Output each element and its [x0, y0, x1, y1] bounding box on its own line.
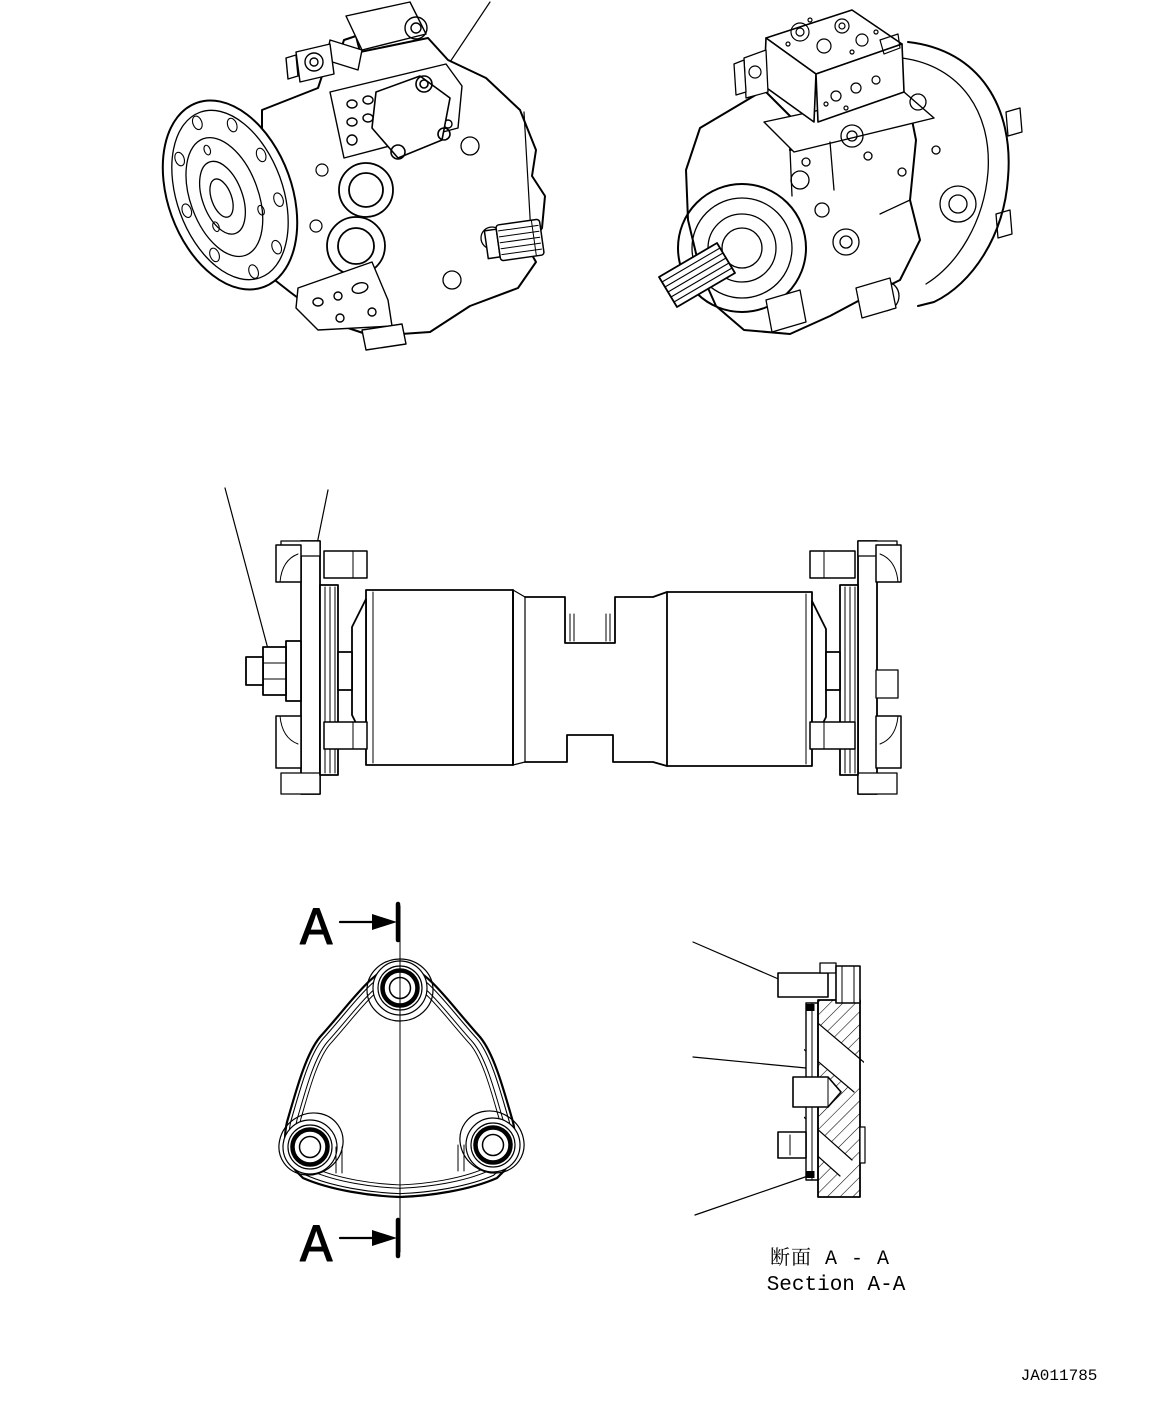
- right-flange-assembly: [810, 541, 901, 794]
- figure-pump-isometric-rear: [659, 10, 1022, 334]
- figure-coupling-side-view: [225, 488, 901, 794]
- top-bolt: [778, 963, 860, 1003]
- section-marker-letter: A: [300, 1217, 333, 1278]
- section-marker-letter: A: [300, 900, 333, 961]
- stub-shaft-nut: [246, 641, 301, 701]
- seal-ring: [807, 1004, 815, 1011]
- figure-pump-isometric-front: [138, 2, 545, 350]
- left-flange-assembly: [246, 541, 367, 794]
- section-cut-marker-top: [300, 900, 398, 961]
- section-caption-jp: 断面 A - A: [769, 1248, 891, 1271]
- rounded-flange: [902, 42, 1022, 306]
- section-cut-marker-bottom: [300, 1217, 398, 1278]
- drawing-id: JA011785: [1020, 1367, 1098, 1385]
- leader-line: [695, 1176, 808, 1215]
- bolt-boss: [466, 1118, 520, 1172]
- leader-line: [225, 488, 272, 664]
- section-caption-en: Section A-A: [766, 1274, 906, 1297]
- coupling-cylinders: [366, 590, 812, 766]
- lower-stub: [778, 1132, 806, 1158]
- leader-line: [693, 1057, 806, 1068]
- figure-section-a-a: [693, 942, 866, 1215]
- bolt-boss: [283, 1120, 337, 1174]
- seal-ring: [807, 1171, 815, 1178]
- section-arrow-head: [372, 1230, 397, 1246]
- section-arrow-head: [372, 914, 397, 930]
- figure-cover-front-view: [267, 900, 536, 1278]
